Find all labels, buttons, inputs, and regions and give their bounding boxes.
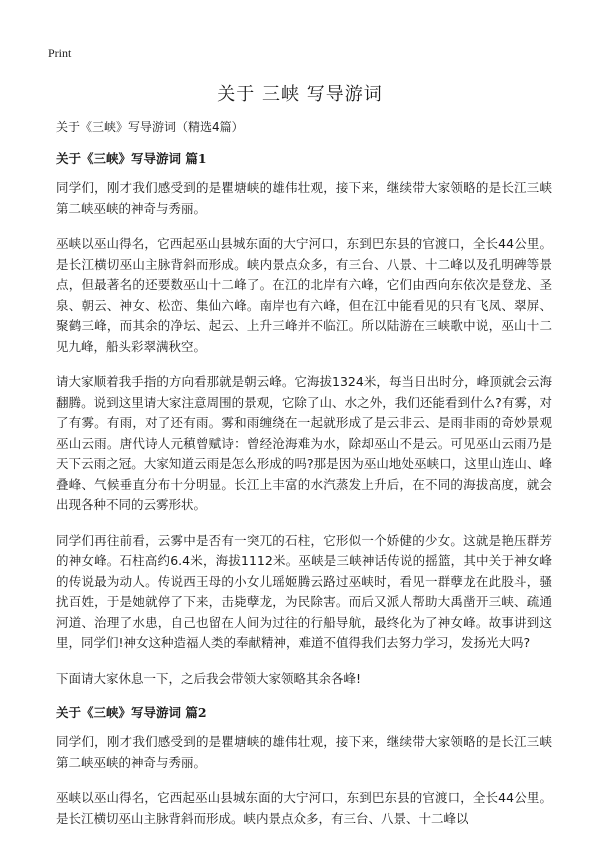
section-2-paragraph-2: 巫峡以巫山得名，它西起巫山县城东面的大宁河口，东到巴东县的官渡口，全长44公里。是长江横切巫山主脉背斜而形成。峡内景点众多，有三台、八景、十二峰以 [56, 790, 552, 826]
section-1-paragraph-1: 同学们，刚才我们感受到的是瞿塘峡的雄伟壮观，接下来，继续带大家领略的是长江三峡第二峡巫峡的神奇与秀丽。 [56, 180, 552, 216]
section-2-paragraph-1: 同学们，刚才我们感受到的是瞿塘峡的雄伟壮观，接下来，继续带大家领略的是长江三峡第二峡巫峡的神奇与秀丽。 [56, 734, 552, 770]
section-1-paragraph-4: 同学们再往前看，云雾中是否有一突兀的石柱，它形似一个娇健的少女。这就是艳压群芳的神女峰。石柱高约6.4米，海拔1112米。巫峡是三峡神话传说的摇篮，其中关于神女峰的传说最为动人。传说西王母的小女儿瑶姬腾云路过巫峡时，看见一群孽龙在此股斗，骚扰百姓，于是她就停了下来，击毙孽龙，为民除害。而后又派人帮助大禹凿开三峡、疏通河道、治理了水患，自己也留在人间为过往的行船导航，最终化为了神女峰。故事讲到这里，同学们!神女这种造福人类的奉献精神，难道不值得我们去努力学习，发扬光大吗? [56, 532, 552, 650]
section-heading-1: 关于《三峡》写导游词 篇1 [56, 151, 207, 166]
section-heading-2: 关于《三峡》写导游词 篇2 [56, 705, 207, 720]
print-link[interactable]: Print [48, 46, 72, 60]
document-body [56, 118, 552, 844]
page-title: 关于 三峡 写导游词 [217, 84, 383, 105]
section-1-paragraph-3: 请大家顺着我手指的方向看那就是朝云峰。它海拔1324米，每当日出时分，峰顶就会云海翻腾。说到这里请大家注意周围的景观，它除了山、水之外，我们还能看到什么?有雾，对了有雾。有雨，对了还有雨。雾和雨缠绕在一起就形成了是云非云、是雨非雨的奇妙景观巫山云雨。唐代诗人元稹曾赋诗：曾经沧海难为水，除却巫山不是云。可见巫山云雨乃是天下云雨之冠。大家知道云雨是怎么形成的吗?那是因为巫山地处巫峡口，这里山连山、峰叠峰、气候垂直分布十分明显。长江上丰富的水汽蒸发上升后，在不同的海拔高度，就会出现各种不同的云雾形状。 [56, 374, 552, 512]
section-1-paragraph-5: 下面请大家休息一下，之后我会带领大家领略其余各峰! [56, 670, 362, 686]
section-1-paragraph-2: 巫峡以巫山得名，它西起巫山县城东面的大宁河口，东到巴东县的官渡口，全长44公里。是长江横切巫山主脉背斜而形成。峡内景点众多，有三台、八景、十二峰以及孔明碑等景点，但最著名的还要数巫山十二峰了。在江的北岸有六峰，它们由西向东依次是登龙、圣泉、朝云、神女、松峦、集仙六峰。南岸也有六峰，但在江中能看见的只有飞凤、翠屏、聚鹤三峰，而其余的净坛、起云、上升三峰并不临江。所以陆游在三峡歌中说，巫山十二见九峰，船头彩翠满秋空。 [56, 236, 552, 354]
document-subtitle: 关于《三峡》写导游词（精选4篇） [56, 120, 244, 134]
